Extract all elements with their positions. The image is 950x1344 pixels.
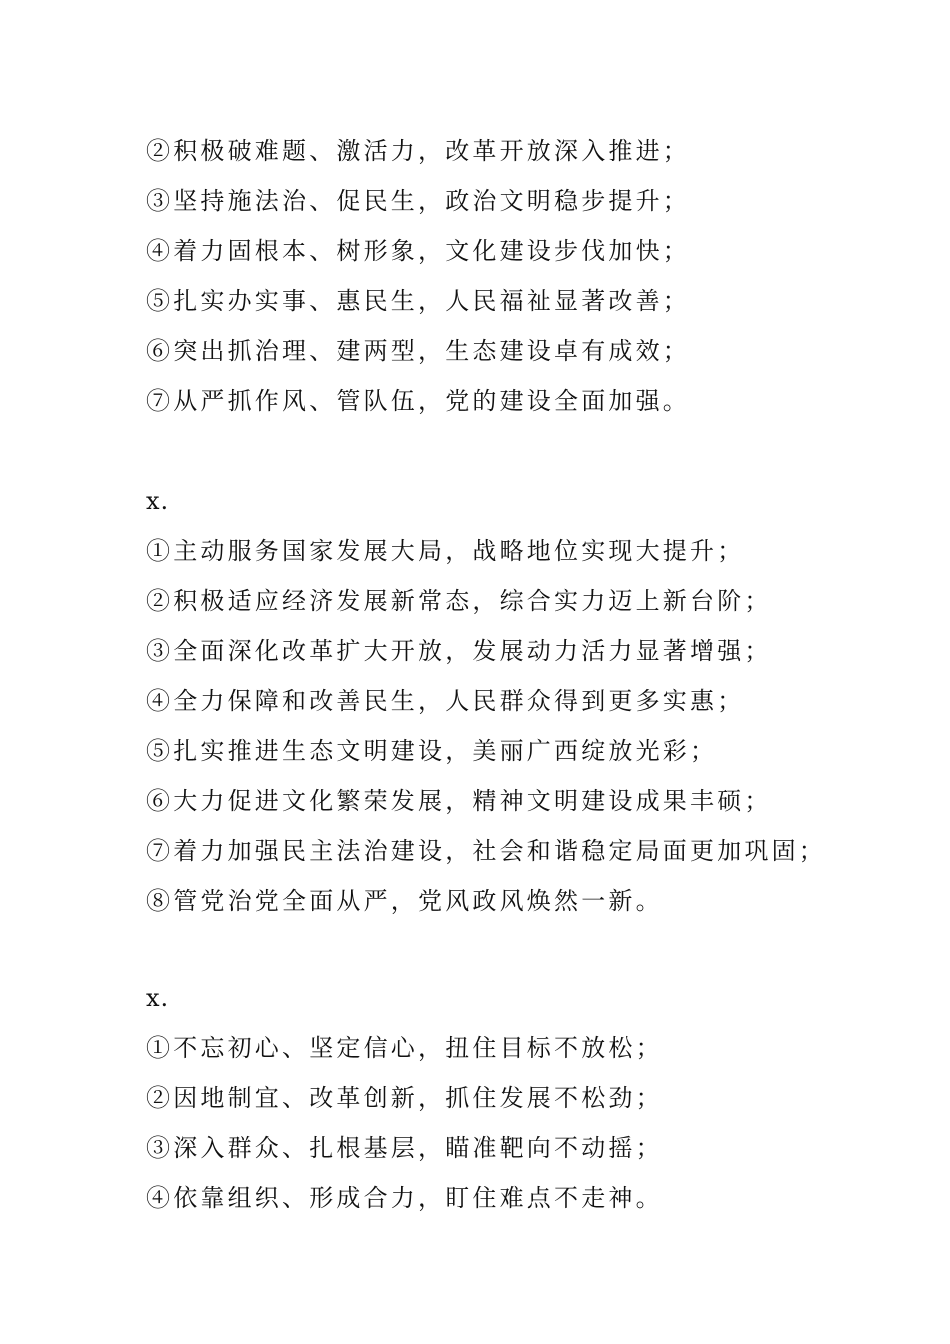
list-item: ⑤扎实办实事、惠民生，人民福祉显著改善； <box>146 287 690 315</box>
section-marker: x. <box>146 984 170 1012</box>
section-3 <box>146 973 846 1223</box>
list-item: ⑦着力加强民主法治建设，社会和谐稳定局面更加巩固； <box>146 837 826 865</box>
list-item: ④依靠组织、形成合力，盯住难点不走神。 <box>146 1184 663 1212</box>
list-item: ⑧管党治党全面从严，党风政风焕然一新。 <box>146 887 663 915</box>
list-item: ③深入群众、扎根基层，瞄准靶向不动摇； <box>146 1134 663 1162</box>
list-item: ①不忘初心、坚定信心，扭住目标不放松； <box>146 1034 663 1062</box>
list-item: ⑥突出抓治理、建两型，生态建设卓有成效； <box>146 337 690 365</box>
list-item: ②积极破难题、激活力，改革开放深入推进； <box>146 137 690 165</box>
section-2 <box>146 476 846 926</box>
section-1 <box>146 126 846 426</box>
list-item: ③全面深化改革扩大开放，发展动力活力显著增强； <box>146 637 772 665</box>
list-item: ②因地制宜、改革创新，抓住发展不松劲； <box>146 1084 663 1112</box>
section-marker: x. <box>146 487 170 515</box>
list-item: ③坚持施法治、促民生，政治文明稳步提升； <box>146 187 690 215</box>
list-item: ⑦从严抓作风、管队伍，党的建设全面加强。 <box>146 387 690 415</box>
list-item: ②积极适应经济发展新常态，综合实力迈上新台阶； <box>146 587 772 615</box>
list-item: ①主动服务国家发展大局，战略地位实现大提升； <box>146 537 745 565</box>
list-item: ⑥大力促进文化繁荣发展，精神文明建设成果丰硕； <box>146 787 772 815</box>
list-item: ④着力固根本、树形象，文化建设步伐加快； <box>146 237 690 265</box>
list-item: ④全力保障和改善民生，人民群众得到更多实惠； <box>146 687 745 715</box>
list-item: ⑤扎实推进生态文明建设，美丽广西绽放光彩； <box>146 737 718 765</box>
